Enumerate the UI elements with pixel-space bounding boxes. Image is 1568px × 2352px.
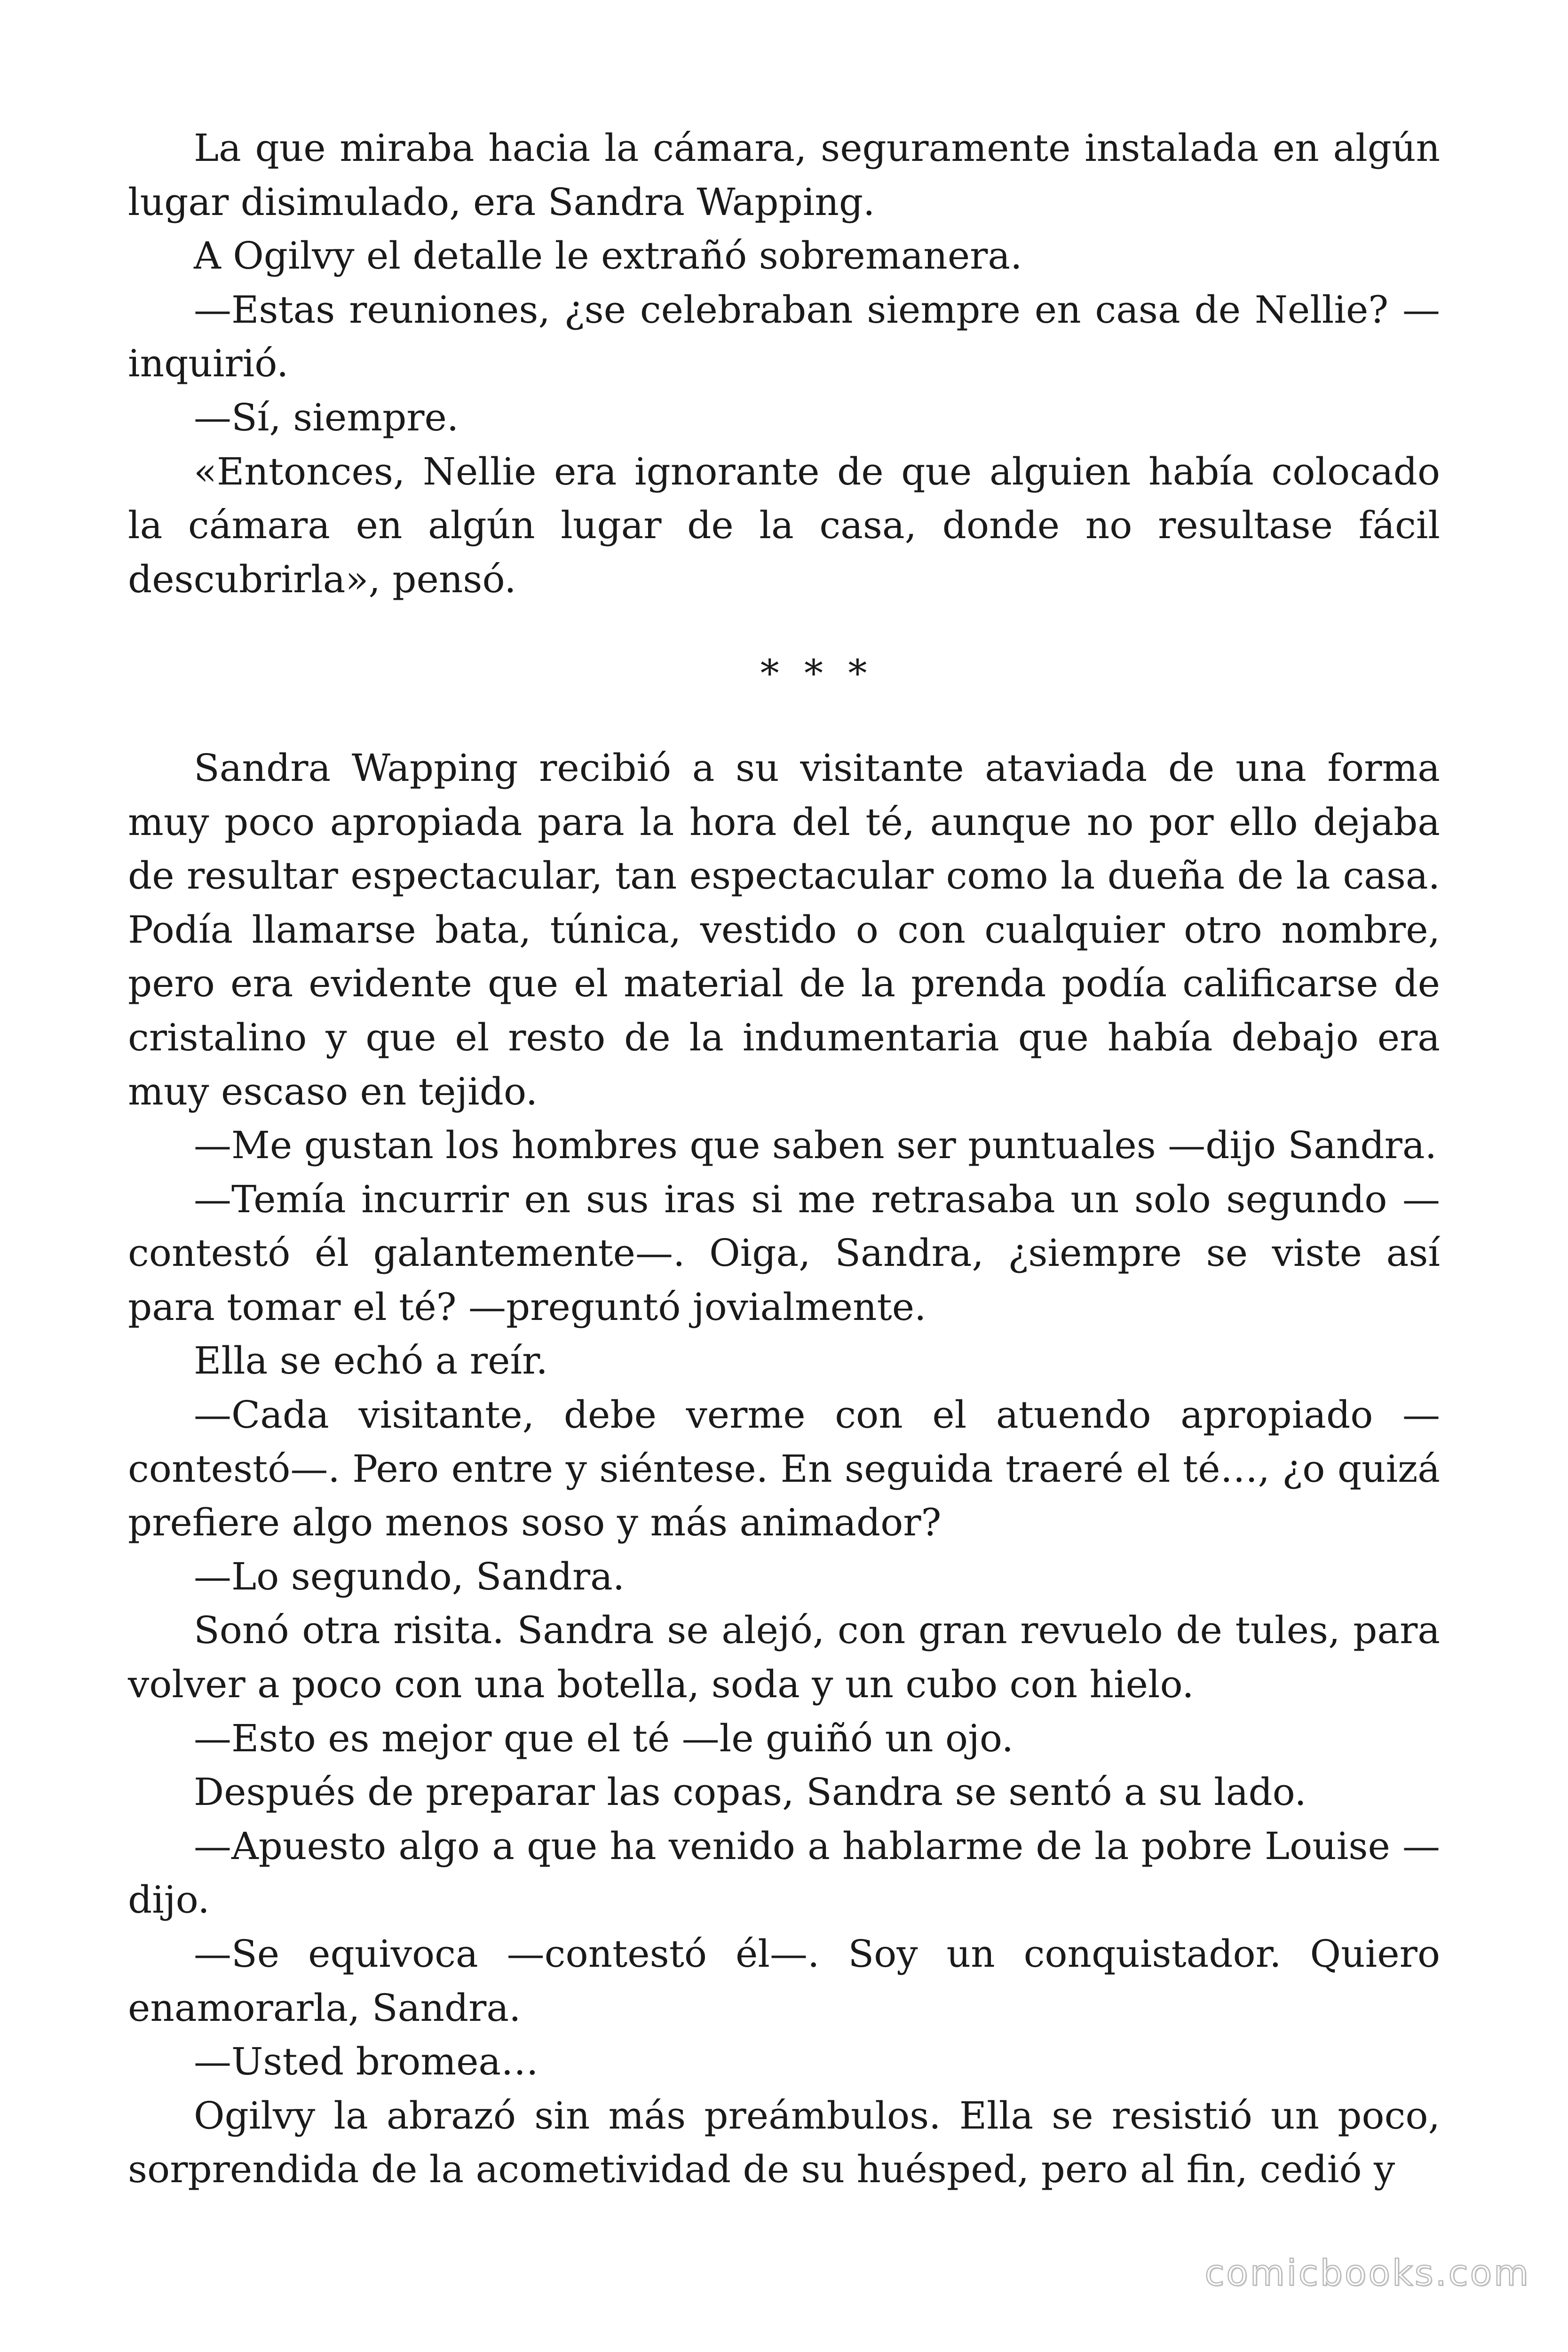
paragraph: —Usted bromea… <box>194 2040 539 2084</box>
scene-break: * * * <box>760 652 874 696</box>
paragraph: —Esto es mejor que el té —le guiñó un ojo. <box>194 1716 1014 1760</box>
paragraph: —Lo segundo, Sandra. <box>194 1554 625 1598</box>
paragraph: —Temía incurrir en sus iras si me retrasaba un solo segundo —contestó él galantemente—. Oiga, Sandra, ¿siempre se viste así para tomar el té? —preguntó jovialmente. <box>128 1177 1440 1329</box>
paragraph: —Sí, siempre. <box>194 395 459 439</box>
paragraph: La que miraba hacia la cámara, seguramente instalada en algún lugar disimulado, era Sandra Wapping. <box>128 126 1440 224</box>
watermark: comicbooks.com <box>1204 2252 1530 2294</box>
paragraph: —Me gustan los hombres que saben ser puntuales —dijo Sandra. <box>194 1123 1437 1168</box>
paragraph: Después de preparar las copas, Sandra se sentó a su lado. <box>194 1770 1307 1814</box>
paragraph: Sandra Wapping recibió a su visitante ataviada de una forma muy poco apropiada para la hora del té, aunque no por ello dejaba de resultar espectacular, tan espectacular como la dueña de la casa. Podía llamarse bata, túnica, vestido o con cualquier otro nombre, pero era evidente que el material de la prenda podía calificarse de cristalino y que el resto de la indumentaria que había debajo era muy escaso en tejido. <box>128 746 1440 1113</box>
paragraph: —Apuesto algo a que ha venido a hablarme de la pobre Louise —dijo. <box>128 1824 1440 1922</box>
paragraph: —Se equivoca —contestó él—. Soy un conquistador. Quiero enamorarla, Sandra. <box>128 1932 1440 2030</box>
paragraph: Ella se echó a reír. <box>194 1339 548 1383</box>
paragraph: Sonó otra risita. Sandra se alejó, con gran revuelo de tules, para volver a poco con una botella, soda y un cubo con hielo. <box>128 1608 1440 1707</box>
paragraph: —Estas reuniones, ¿se celebraban siempre en casa de Nellie? —inquirió. <box>128 287 1440 386</box>
book-page <box>128 121 1440 2197</box>
paragraph: A Ogilvy el detalle le extrañó sobremanera. <box>194 234 1022 278</box>
paragraph: Ogilvy la abrazó sin más preámbulos. Ella se resistió un poco, sorprendida de la acometividad de su huésped, pero al fin, cedió y <box>128 2093 1440 2192</box>
paragraph: «Entonces, Nellie era ignorante de que alguien había colocado la cámara en algún lugar de la casa, donde no resultase fácil descubrirla», pensó. <box>128 449 1440 601</box>
paragraph: —Cada visitante, debe verme con el atuendo apropiado —contestó—. Pero entre y siéntese. En seguida traeré el té…, ¿o quizá prefiere algo menos soso y más animador? <box>128 1393 1440 1545</box>
